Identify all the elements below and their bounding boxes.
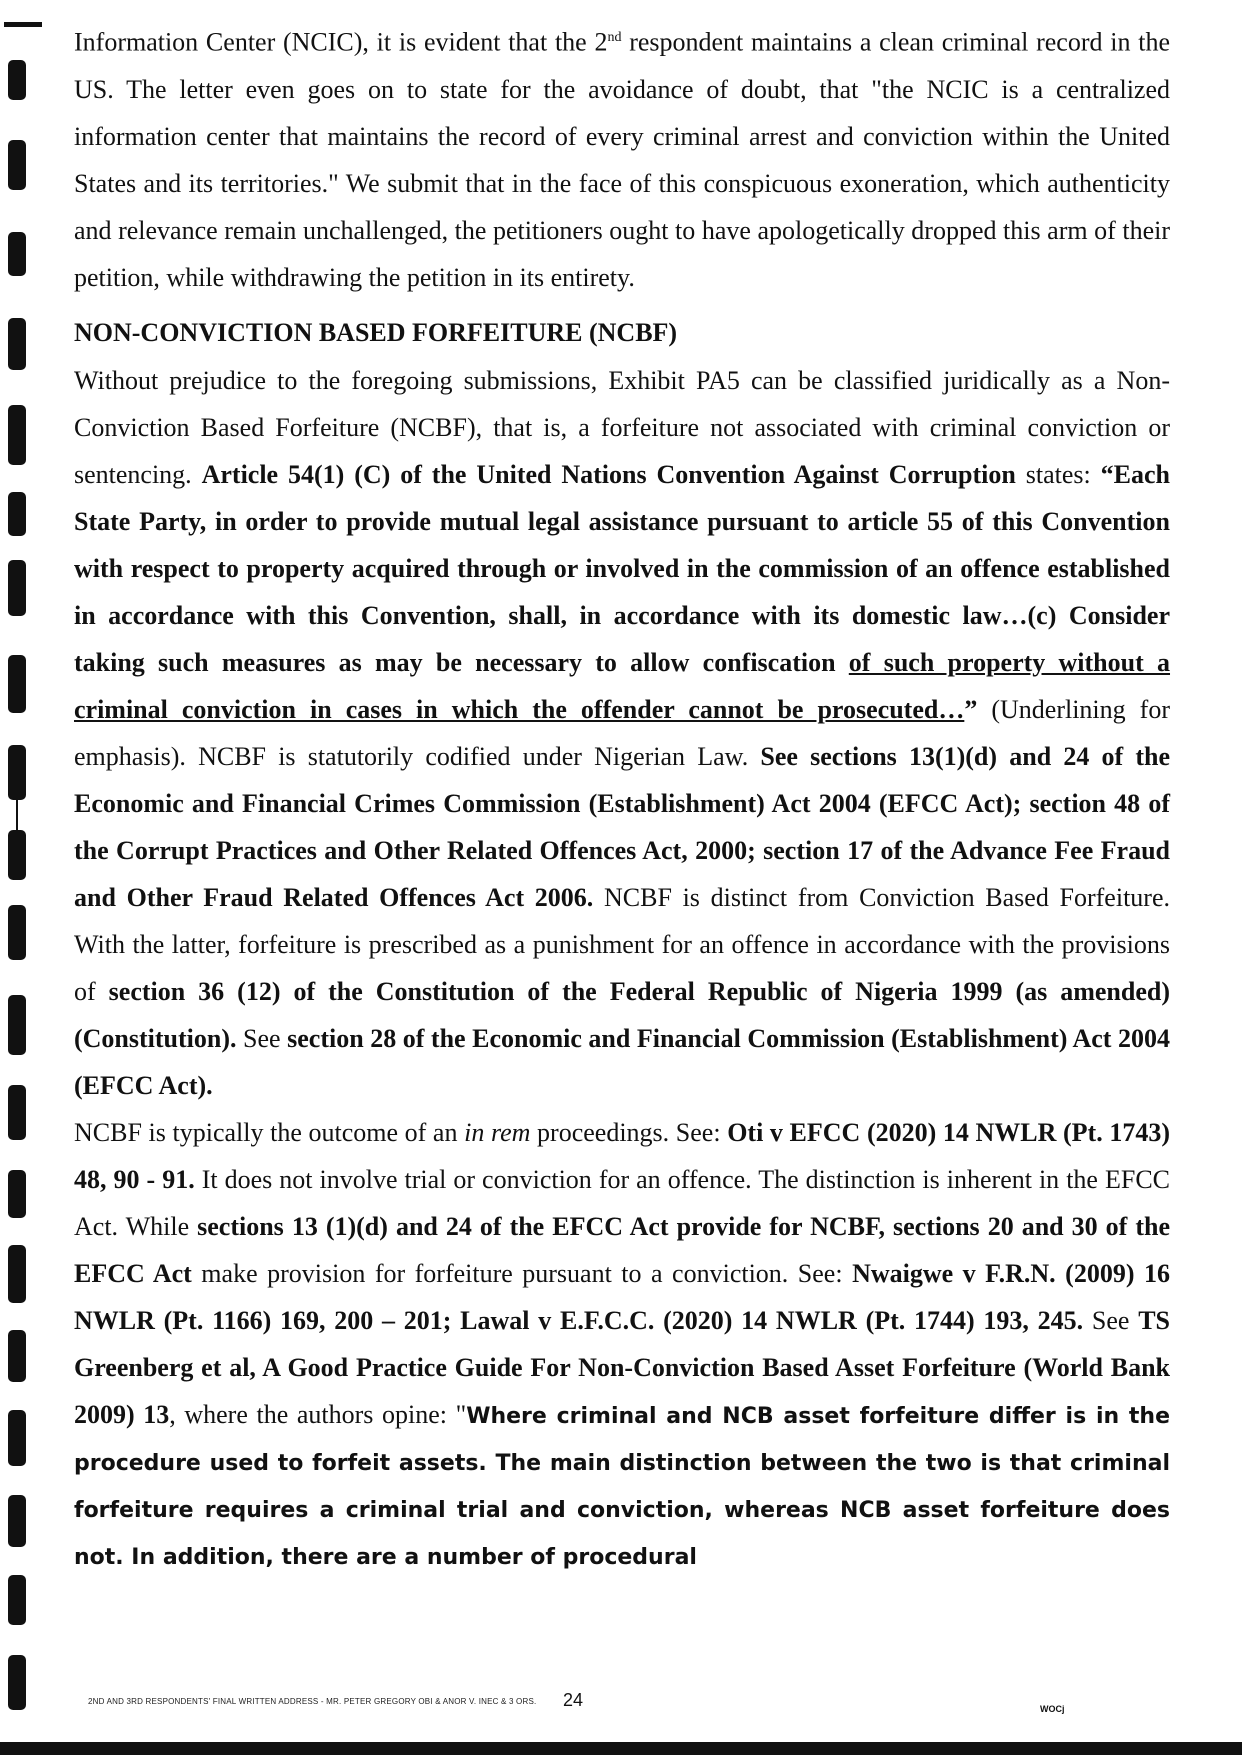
corner-dash: [4, 22, 42, 27]
binding-line: [16, 800, 18, 830]
binding-mark: [8, 60, 26, 100]
text-run: proceedings. See:: [530, 1117, 728, 1147]
text-run: respondent maintains a clean criminal record in the US. The letter even goes on to state for the avoidance of doubt, that "the NCIC is a centralized information center that maintains the record of every criminal arrest and conviction within the United States and its territories." We submit that in the face of this conspicuous exoneration, which authenticity and relevance remain unchallenged, the petitioners ought to have apologetically dropped this arm of their petition, while withdrawing the petition in its entirety.: [74, 27, 1170, 292]
bold-citation: TS Greenberg et al, A Good Practice Guide For Non-Conviction Based Asset Forfeiture (World Bank 2009) 13: [74, 1305, 1170, 1429]
text-run: , where the authors opine: ": [169, 1399, 467, 1429]
bold-citation: sections 13 (1)(d) and 24 of the EFCC Act provide for NCBF, sections 20 and 30 of the EFCC Act: [74, 1211, 1170, 1288]
bold-citation: Nwaigwe v F.R.N. (2009) 16 NWLR (Pt. 1166) 169, 200 – 201; Lawal v E.F.C.C. (2020) 14 NWLR (Pt. 1744) 193, 245.: [74, 1258, 1170, 1335]
text-run: make provision for forfeiture pursuant to a conviction. See:: [191, 1258, 853, 1288]
binding-mark: [8, 745, 26, 800]
text-run: states:: [1015, 459, 1101, 489]
binding-mark: [8, 1495, 26, 1547]
section-heading: NON-CONVICTION BASED FORFEITURE (NCBF): [74, 317, 678, 347]
binding-mark: [8, 995, 26, 1055]
italic-term: in rem: [464, 1117, 531, 1147]
binding-mark: [8, 830, 26, 880]
bottom-edge-rule: [0, 1742, 1242, 1755]
binding-mark: [8, 140, 26, 190]
binding-mark: [8, 560, 26, 616]
initials: WOCj: [1040, 1704, 1065, 1714]
block-quote: Where criminal and NCB asset forfeiture differ is in the procedure used to forfeit assets. The main distinction between the two is that criminal forfeiture requires a criminal trial and conviction, whereas NCB asset forfeiture does not. In addition, there are a number of procedural: [74, 1403, 1171, 1570]
text-run: See: [1083, 1305, 1139, 1335]
text-run: It does not involve trial or conviction for an offence. The distinction is inherent in the EFCC Act. While: [74, 1164, 1170, 1241]
bold-citation: section 28 of the Economic and Financial Commission (Establishment) Act 2004 (EFCC Act).: [74, 1023, 1170, 1100]
binding-mark: [8, 1085, 26, 1140]
text-run: NCBF is typically the outcome of an: [74, 1117, 465, 1147]
paragraph-ncbf: [74, 357, 1170, 1109]
superscript: nd: [607, 30, 622, 45]
binding-mark: [8, 1330, 26, 1382]
bold-quote-close: ”: [964, 694, 978, 724]
binding-mark: [8, 1655, 26, 1710]
paragraph-ncic: [74, 14, 1170, 301]
bold-citation: section 36 (12) of the Constitution of the Federal Republic of Nigeria 1999 (as amended) (Constitution).: [74, 976, 1170, 1053]
binding-mark: [8, 1410, 26, 1466]
binding-mark: [8, 232, 26, 276]
bold-citation: Article 54(1) (C) of the United Nations Convention Against Corruption: [201, 459, 1016, 489]
binding-mark: [8, 1170, 26, 1218]
underlined-emphasis: of such property without a criminal conviction in cases in which the offender cannot be prosecuted…: [74, 647, 1171, 724]
text-run: Without prejudice to the foregoing submissions, Exhibit PA5 can be classified juridically as a Non-Conviction Based Forfeiture (NCBF), that is, a forfeiture not associated with criminal conviction or sentencing.: [74, 365, 1170, 489]
bold-quote: “Each State Party, in order to provide mutual legal assistance pursuant to article 55 of this Convention with respect to property acquired through or involved in the commission of an offence established in accordance with this Convention, shall, in accordance with its domestic law…(c) Consider taking such measures as may be necessary to allow confiscation: [74, 459, 1170, 677]
text-run: See: [236, 1023, 288, 1053]
text-run: Information Center (NCIC), it is evident that the 2: [74, 27, 608, 57]
binding-marks: [0, 0, 50, 1755]
document-page: [74, 14, 1170, 1579]
binding-mark: [8, 492, 26, 536]
binding-mark: [8, 318, 26, 370]
footer-text: 2ND AND 3RD RESPONDENTS' FINAL WRITTEN ADDRESS - MR. PETER GREGORY OBI & ANOR V. INEC & 3 ORS.: [88, 1697, 537, 1706]
binding-mark: [8, 405, 26, 465]
binding-mark: [8, 1245, 26, 1303]
binding-mark: [8, 655, 26, 713]
bold-citation: Oti v EFCC (2020) 14 NWLR (Pt. 1743) 48, 90 - 91.: [74, 1117, 1170, 1194]
binding-mark: [8, 905, 26, 960]
bold-citation: See sections 13(1)(d) and 24 of the Economic and Financial Crimes Commission (Establishment) Act 2004 (EFCC Act); section 48 of the Corrupt Practices and Other Related Offences Act, 2000; section 17 of the Advance Fee Fraud and Other Fraud Related Offences Act 2006.: [74, 741, 1170, 912]
page-number: 24: [563, 1690, 584, 1710]
paragraph-in-rem: [74, 1109, 1170, 1579]
binding-mark: [8, 1575, 26, 1625]
text-run: NCBF is distinct from Conviction Based Forfeiture. With the latter, forfeiture is prescribed as a punishment for an offence in accordance with the provisions of: [74, 882, 1170, 1006]
text-run: (Underlining for emphasis). NCBF is statutorily codified under Nigerian Law.: [74, 694, 1170, 771]
